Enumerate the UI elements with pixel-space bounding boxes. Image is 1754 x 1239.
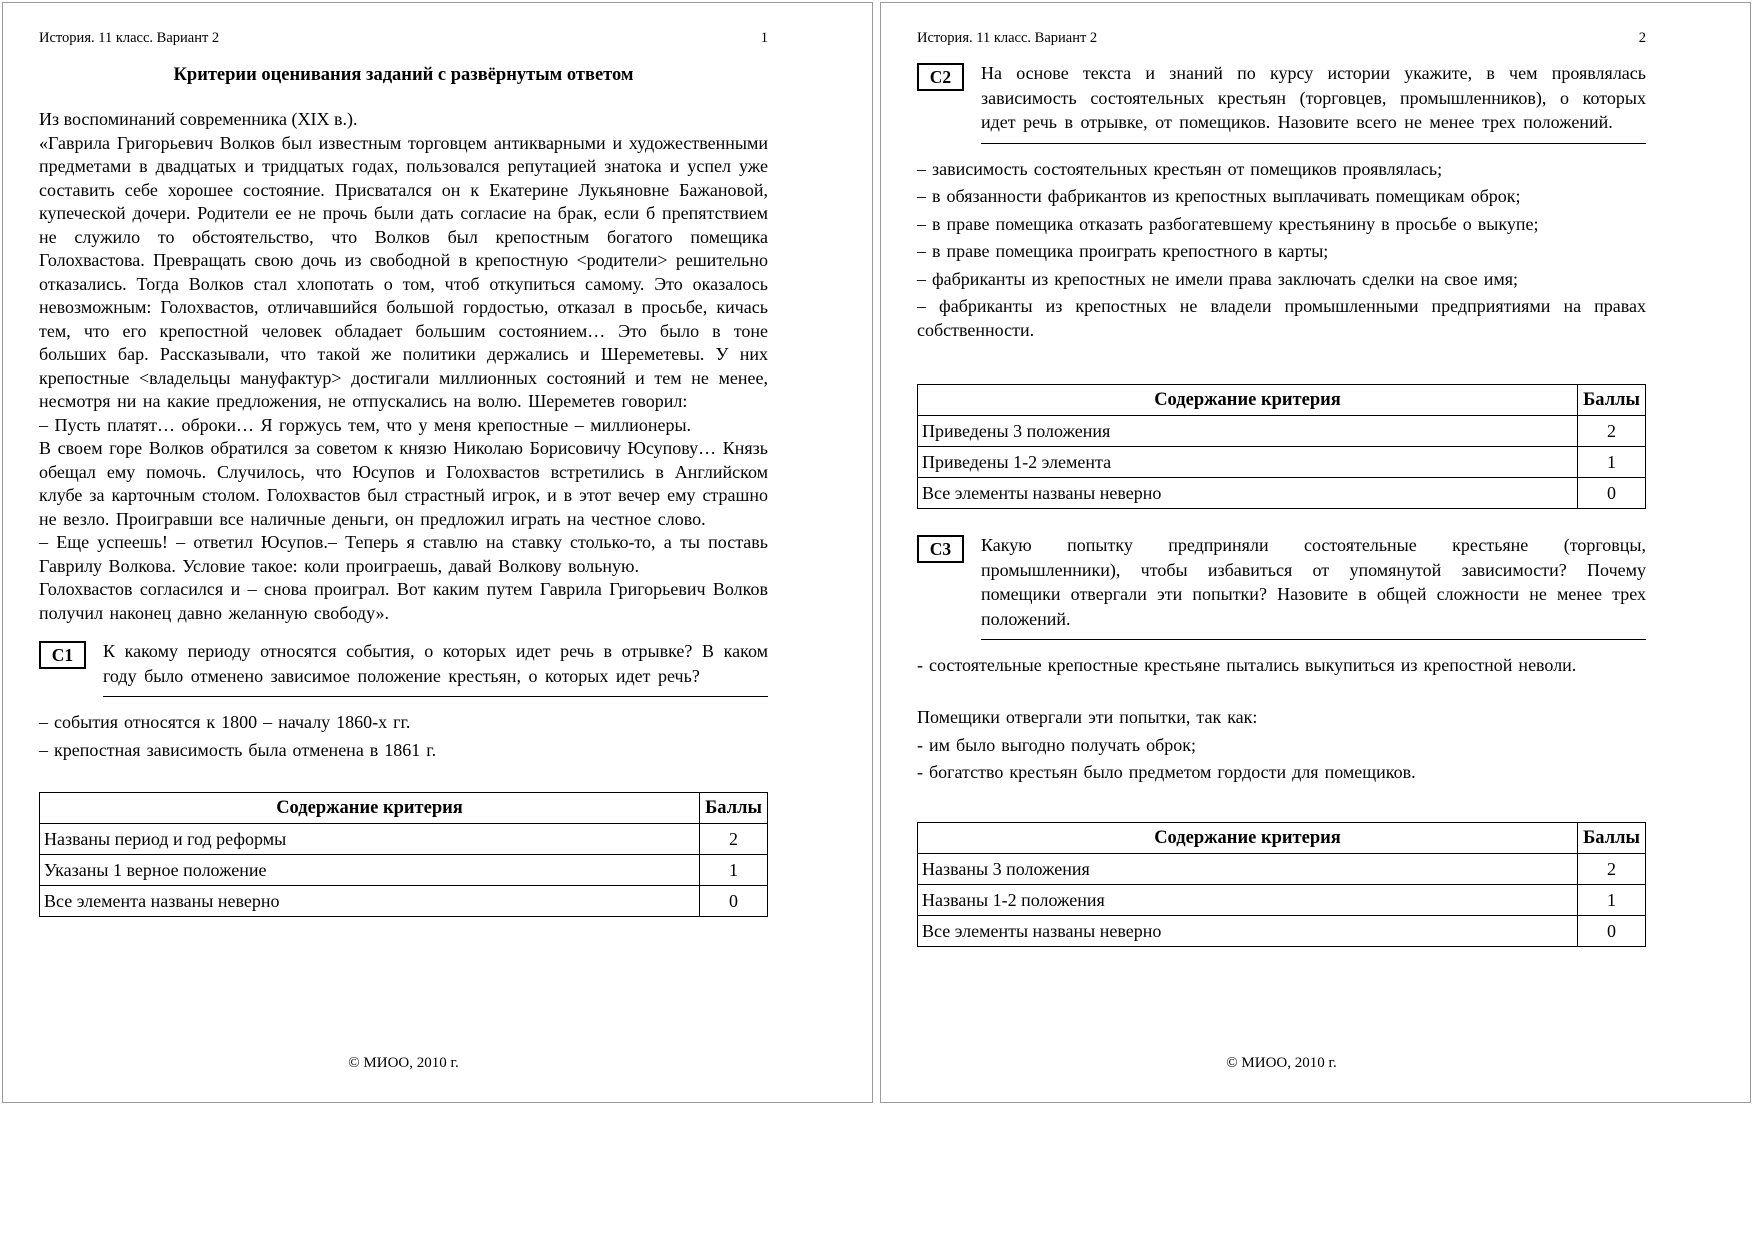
criteria-table-header-row (918, 823, 1646, 854)
answer-line: – в праве помещика отказать разбогатевшему крестьянину в просьбе о выкупе; (917, 213, 1539, 234)
criteria-table-header-row (918, 385, 1646, 416)
passage-paragraph: Голохвастов согласился и – снова проиграл. Вот каким путем Гаврила Григорьевич Волков получил наконец давно желанную свободу». (39, 579, 768, 623)
answer-line: – фабриканты из крепостных не владели промышленными предприятиями на правах собственности. (917, 296, 1646, 340)
score-header-cell: Баллы (1578, 823, 1646, 854)
passage (39, 132, 768, 626)
criteria-cell: Указаны 1 верное положение (40, 854, 700, 885)
task-c1-question: К какому периоду относятся события, о которых идет речь в отрывке? В каком году было отменено зависимое положение крестьян, о которых идет речь? (103, 639, 768, 697)
criteria-header-cell: Содержание критерия (40, 792, 700, 823)
criteria-table-row (918, 478, 1646, 509)
criteria-table-row (918, 447, 1646, 478)
task-c1-code-box (39, 641, 86, 669)
answer-line: – в праве помещика проиграть крепостного в карты; (917, 241, 1329, 261)
header-page-number: 1 (760, 30, 768, 46)
criteria-table-c1 (39, 792, 768, 917)
source-line: Из воспоминаний современника (XIX в.). (39, 109, 358, 129)
criteria-header-cell: Содержание критерия (918, 823, 1578, 854)
passage-paragraph: – Еще успеешь! – ответил Юсупов.– Теперь я ставлю на ставку столько-то, а ты поставь Гаврилу Волкова. Условие такое: коли проиграешь, давай Волкову вольную. (39, 532, 768, 576)
score-cell: 0 (1578, 916, 1646, 947)
criteria-table-row (918, 885, 1646, 916)
page-footer: © МИОО, 2010 г. (1226, 1055, 1337, 1071)
answer-line: – в обязанности фабрикантов из крепостных выплачивать помещикам оброк; (917, 186, 1521, 206)
header-title: История. 11 класс. Вариант 2 (917, 30, 1098, 46)
criteria-header-cell: Содержание критерия (918, 385, 1578, 416)
criteria-table-row (918, 854, 1646, 885)
page-2 (880, 2, 1751, 1103)
answer-line: – зависимость состоятельных крестьян от помещиков проявлялась; (917, 158, 1443, 179)
criteria-table-row (40, 854, 768, 885)
task-c1-code: С1 (51, 644, 74, 665)
document-heading: Критерии оценивания заданий с развёрнутым ответом (173, 65, 634, 85)
criteria-cell: Названы период и год реформы (40, 823, 700, 854)
task-c3-code-box (917, 535, 964, 563)
criteria-table-row (40, 823, 768, 854)
score-cell: 0 (1578, 478, 1646, 509)
task-c2-answers (917, 157, 1646, 343)
header-page-number: 2 (1638, 30, 1646, 46)
score-cell: 2 (700, 823, 768, 854)
criteria-cell: Все элементы названы неверно (918, 478, 1578, 509)
answer-line: - богатство крестьян было предметом гордости для помещиков. (917, 762, 1416, 782)
header-title: История. 11 класс. Вариант 2 (39, 30, 220, 46)
criteria-cell: Все элемента названы неверно (40, 885, 700, 916)
task-c1 (39, 639, 768, 697)
criteria-cell: Названы 3 положения (918, 854, 1578, 885)
answer-line: - им было выгодно получать оброк; (917, 734, 1196, 755)
task-c1-answers (39, 710, 768, 762)
answer-intro-line: Помещики отвергали эти попытки, так как: (917, 707, 1258, 727)
task-c3-code: С3 (929, 538, 952, 559)
task-c2-code-box (917, 63, 964, 91)
criteria-table-row (918, 416, 1646, 447)
page-1-header (39, 29, 768, 47)
score-header-cell: Баллы (1578, 385, 1646, 416)
score-cell: 2 (1578, 854, 1646, 885)
page-1 (2, 2, 873, 1103)
task-c2-code: С2 (929, 66, 952, 87)
criteria-cell: Названы 1-2 положения (918, 885, 1578, 916)
answer-line: – крепостная зависимость была отменена в 1861 г. (39, 739, 437, 760)
score-cell: 1 (700, 854, 768, 885)
criteria-cell: Приведены 1-2 элемента (918, 447, 1578, 478)
answer-line: – фабриканты из крепостных не имели права заключать сделки на свое имя; (917, 268, 1518, 289)
criteria-table-c2 (917, 384, 1646, 509)
task-c3-answers (917, 653, 1646, 784)
passage-paragraph: – Пусть платят… оброки… Я горжусь тем, что у меня крепостные – миллионеры. (39, 414, 692, 435)
page-footer: © МИОО, 2010 г. (348, 1055, 459, 1071)
page-2-header (917, 29, 1646, 47)
criteria-table-header-row (40, 792, 768, 823)
task-c2 (917, 61, 1646, 144)
criteria-cell: Все элементы названы неверно (918, 916, 1578, 947)
score-cell: 1 (1578, 885, 1646, 916)
score-cell: 0 (700, 885, 768, 916)
criteria-table-row (918, 916, 1646, 947)
answer-line: - состоятельные крепостные крестьяне пытались выкупиться из крепостной неволи. (917, 655, 1577, 675)
criteria-table-c3 (917, 822, 1646, 947)
criteria-cell: Приведены 3 положения (918, 416, 1578, 447)
score-header-cell: Баллы (700, 792, 768, 823)
passage-paragraph: В своем горе Волков обратился за советом к князю Николаю Борисовичу Юсупову… Князь обещал ему помочь. Случилось, что Юсупов и Голохвастов встретились в Английском клубе за карточным столом. Голохвастов был страстный игрок, и в этот вечер ему страшно не везло. Проигравши все наличные деньги, он предложил играть на честное слово. (39, 438, 768, 529)
task-c2-question: На основе текста и знаний по курсу истории укажите, в чем проявлялась зависимость состоятельных крестьян (торговцев, промышленников), о которых идет речь в отрывке, от помещиков. Назовите всего не менее трех положений. (981, 61, 1646, 144)
score-cell: 1 (1578, 447, 1646, 478)
passage-paragraph: «Гаврила Григорьевич Волков был известным торговцем антикварными и художественными предметами в двадцатых и тридцатых годах, пользовался репутацией знатока и успел уже составить себе хорошее состояние. Присватался он к Екатерине Лукьяновне Бажановой, купеческой дочери. Родители ее не прочь были дать согласие на брак, если б препятствием не служило то обстоятельство, что Волков был крепостным богатого помещика Голохвастова. Превращать свою дочь из свободной в крепостную <родители> решительно отказались. Тогда Волков стал хлопотать о том, чтоб откупиться самому. Это оказалось невозможным: Голохвастов, отличавшийся большой гордостью, отказал в просьбе, кичась тем, что его крепостной человек обладает большим состоянием… Это было в тоне больших бар. Рассказывали, что такой же политики держались и Шереметевы. У них крепостные <владельцы мануфактур> достигали миллионных состояний и тем не менее, несмотря ни на какие предложения, не отпускались на волю. Шереметев говорил: (39, 132, 768, 411)
task-c3 (917, 533, 1646, 640)
criteria-table-row (40, 885, 768, 916)
score-cell: 2 (1578, 416, 1646, 447)
task-c3-question: Какую попытку предприняли состоятельные крестьяне (торговцы, промышленники), чтобы избавиться от упомянутой зависимости? Почему помещики отвергали эти попытки? Назовите в общей сложности не менее трех положений. (981, 533, 1646, 640)
answer-line: – события относятся к 1800 – началу 1860-х гг. (39, 712, 411, 732)
